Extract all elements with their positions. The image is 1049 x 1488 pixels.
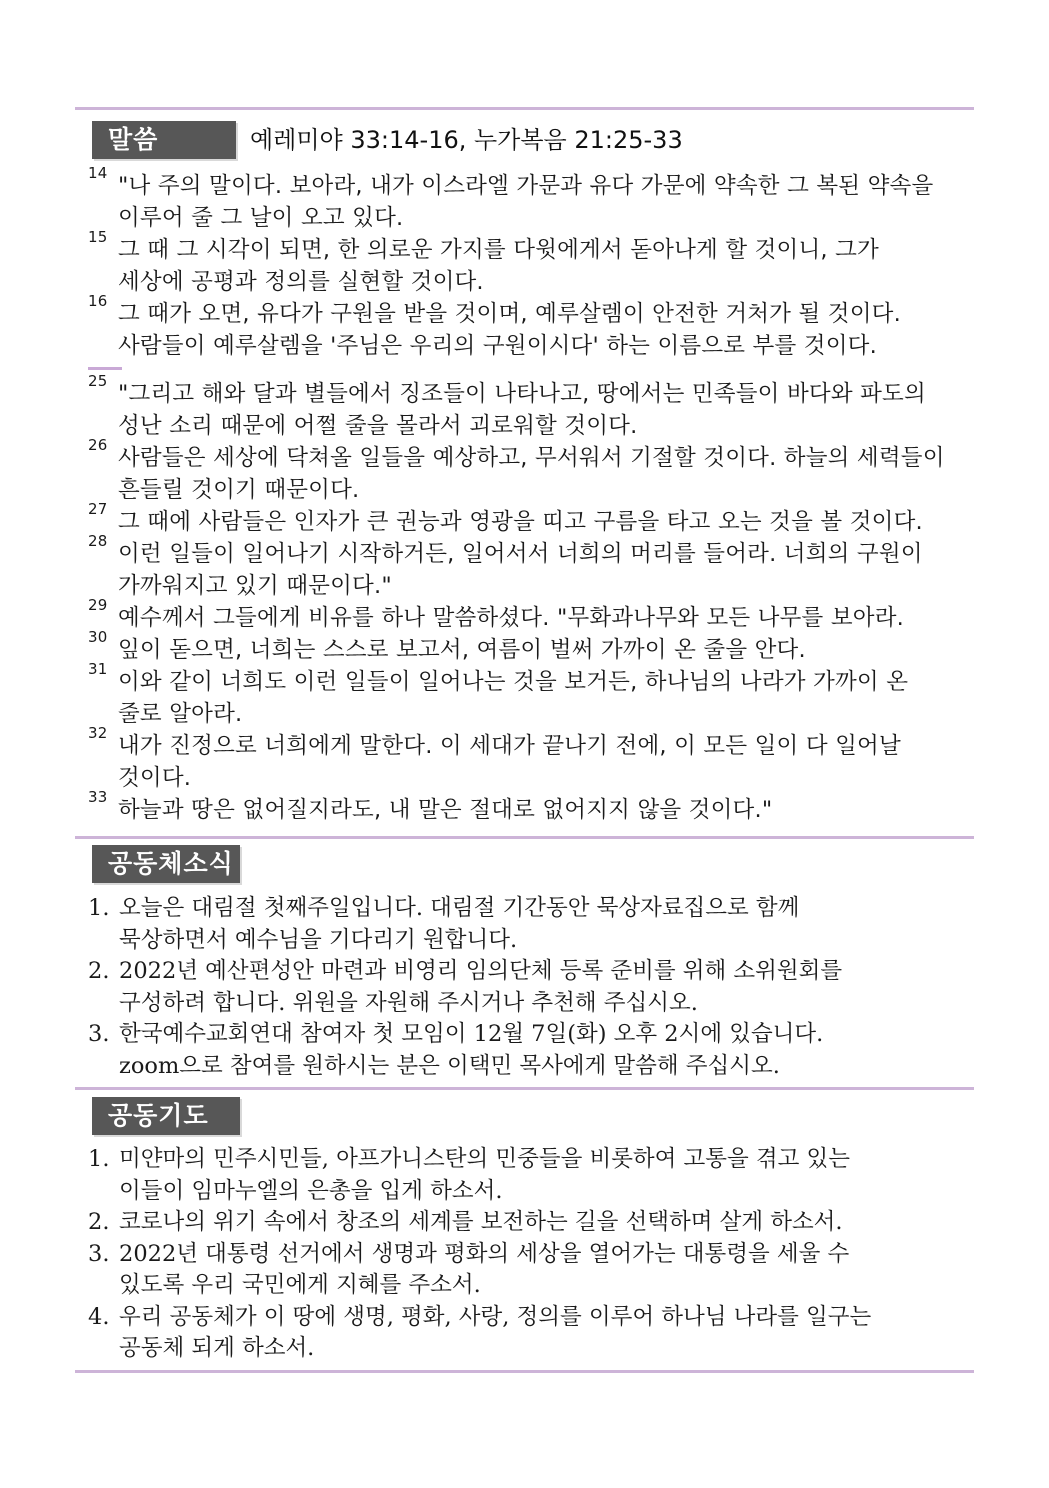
- list-item: [88, 1207, 968, 1239]
- item-number: 2.: [88, 1209, 110, 1235]
- verse-group-luke: [88, 372, 968, 826]
- verse: [88, 660, 968, 730]
- list-item: [88, 1144, 968, 1207]
- item-line: 2022년 예산편성안 마련과 비영리 임의단체 등록 준비를 위해 소위원회를: [119, 958, 843, 984]
- item-number: 1.: [88, 895, 110, 921]
- verse: [88, 436, 968, 506]
- verse-number: 31: [88, 660, 108, 678]
- verse: [88, 724, 968, 794]
- verse: [88, 500, 968, 538]
- list-item: [88, 893, 968, 956]
- prayer-heading: 공동기도: [92, 1097, 240, 1135]
- item-line: 이들이 임마누엘의 은총을 입게 하소서.: [119, 1177, 503, 1204]
- item-number: 3.: [88, 1240, 110, 1267]
- item-number: 1.: [88, 1146, 110, 1172]
- verse: [88, 628, 968, 666]
- verse: [88, 164, 968, 234]
- list-item: [88, 1019, 968, 1082]
- verse-line: 예수께서 그들에게 비유를 하나 말씀하셨다. "무화과나무와 모든 나무를 보아라.: [118, 605, 904, 631]
- verse-line: "그리고 해와 달과 별들에서 징조들이 나타나고, 땅에서는 민족들이 바다와 파도의: [118, 381, 926, 407]
- verse-number: 33: [88, 788, 108, 806]
- verse: [88, 292, 968, 362]
- item-line: 2022년 대통령 선거에서 생명과 평화의 세상을 열어가는 대통령을 세울 수: [119, 1240, 850, 1267]
- news-list: [88, 893, 968, 1082]
- verse-line: 이루어 줄 그 날이 오고 있다.: [118, 205, 404, 231]
- verse-number: 28: [88, 532, 108, 550]
- verse-line: 그 때 그 시각이 되면, 한 의로운 가지를 다윗에게서 돋아나게 할 것이니, 그가: [118, 237, 879, 263]
- verse-number: 32: [88, 724, 108, 742]
- verse: [88, 372, 968, 442]
- item-line: 우리 공동체가 이 땅에 생명, 평화, 사랑, 정의를 이루어 하나님 나라를 일구는: [119, 1303, 872, 1330]
- verse-number: 25: [88, 372, 108, 390]
- verse-number: 27: [88, 500, 108, 518]
- item-line: 한국예수교회연대 참여자 첫 모임이 12월 7일(화) 오후 2시에 있습니다.: [119, 1021, 824, 1047]
- item-number: 3.: [88, 1021, 110, 1047]
- item-number: 4.: [88, 1303, 110, 1330]
- verse-line: 흔들릴 것이기 때문이다.: [118, 477, 360, 503]
- verse-line: 것이다.: [118, 765, 192, 791]
- verse-number: 29: [88, 596, 108, 614]
- item-line: 코로나의 위기 속에서 창조의 세계를 보전하는 길을 선택하며 살게 하소서.: [119, 1209, 843, 1235]
- verse-group-separator: [88, 367, 122, 370]
- item-line: 구성하려 합니다. 위원을 자원해 주시거나 추천해 주십시오.: [119, 989, 698, 1016]
- verse-line: 잎이 돋으면, 너희는 스스로 보고서, 여름이 벌써 가까이 온 줄을 안다.: [118, 637, 806, 663]
- item-line: 공동체 되게 하소서.: [119, 1335, 315, 1361]
- item-line: 미얀마의 민주시민들, 아프가니스탄의 민중들을 비롯하여 고통을 겪고 있는: [119, 1146, 851, 1172]
- verse-line: 가까워지고 있기 때문이다.": [118, 573, 392, 599]
- verse: [88, 596, 968, 634]
- verse-line: 그 때에 사람들은 인자가 큰 권능과 영광을 띠고 구름을 타고 오는 것을 볼 것이다.: [118, 509, 923, 535]
- verse-line: 이와 같이 너희도 이런 일들이 일어나는 것을 보거든, 하나님의 나라가 가까이 온: [118, 669, 909, 695]
- verse-number: 30: [88, 628, 108, 646]
- verse-line: 이런 일들이 일어나기 시작하거든, 일어서서 너희의 머리를 들어라. 너희의 구원이: [118, 541, 923, 567]
- verse-number: 16: [88, 292, 108, 310]
- word-heading: 말씀: [92, 121, 236, 159]
- item-number: 2.: [88, 958, 110, 984]
- verse-number: 15: [88, 228, 108, 246]
- news-divider: [75, 836, 974, 839]
- news-heading: 공동체소식: [92, 845, 240, 883]
- list-item: [88, 956, 968, 1019]
- verse-line: 세상에 공평과 정의를 실현할 것이다.: [118, 269, 484, 295]
- verse-line: "나 주의 말이다. 보아라, 내가 이스라엘 가문과 유다 가문에 약속한 그 복된 약속을: [118, 173, 934, 199]
- prayer-list: [88, 1144, 968, 1365]
- verse-line: 내가 진정으로 너희에게 말한다. 이 세대가 끝나기 전에, 이 모든 일이 다 일어날: [118, 733, 901, 759]
- verse-line: 하늘과 땅은 없어질지라도, 내 말은 절대로 없어지지 않을 것이다.": [118, 797, 773, 823]
- item-line: 있도록 우리 국민에게 지혜를 주소서.: [119, 1272, 481, 1298]
- item-line: 묵상하면서 예수님을 기다리기 원합니다.: [119, 926, 518, 953]
- scripture-reference: 예레미야 33:14-16, 누가복음 21:25-33: [250, 126, 683, 154]
- verse: [88, 532, 968, 602]
- verse: [88, 228, 968, 298]
- top-divider: [75, 107, 974, 110]
- list-item: [88, 1302, 968, 1365]
- list-item: [88, 1239, 968, 1302]
- item-line: 오늘은 대림절 첫째주일입니다. 대림절 기간동안 묵상자료집으로 함께: [119, 895, 800, 921]
- verse-group-jeremiah: [88, 164, 968, 362]
- verse-line: 그 때가 오면, 유다가 구원을 받을 것이며, 예루살렘이 안전한 거처가 될 것이다.: [118, 301, 901, 327]
- verse-number: 26: [88, 436, 108, 454]
- bottom-divider: [75, 1370, 974, 1373]
- verse-number: 14: [88, 164, 108, 182]
- verse-line: 줄로 알아라.: [118, 701, 243, 727]
- verse: [88, 788, 968, 826]
- item-line: zoom으로 참여를 원하시는 분은 이택민 목사에게 말씀해 주십시오.: [119, 1052, 780, 1079]
- verse-line: 사람들은 세상에 닥쳐올 일들을 예상하고, 무서워서 기절할 것이다. 하늘의 세력들이: [118, 445, 945, 471]
- verse-line: 사람들이 예루살렘을 '주님은 우리의 구원이시다' 하는 이름으로 부를 것이다.: [118, 333, 877, 359]
- verse-line: 성난 소리 때문에 어쩔 줄을 몰라서 괴로워할 것이다.: [118, 413, 638, 439]
- prayer-divider: [75, 1087, 974, 1090]
